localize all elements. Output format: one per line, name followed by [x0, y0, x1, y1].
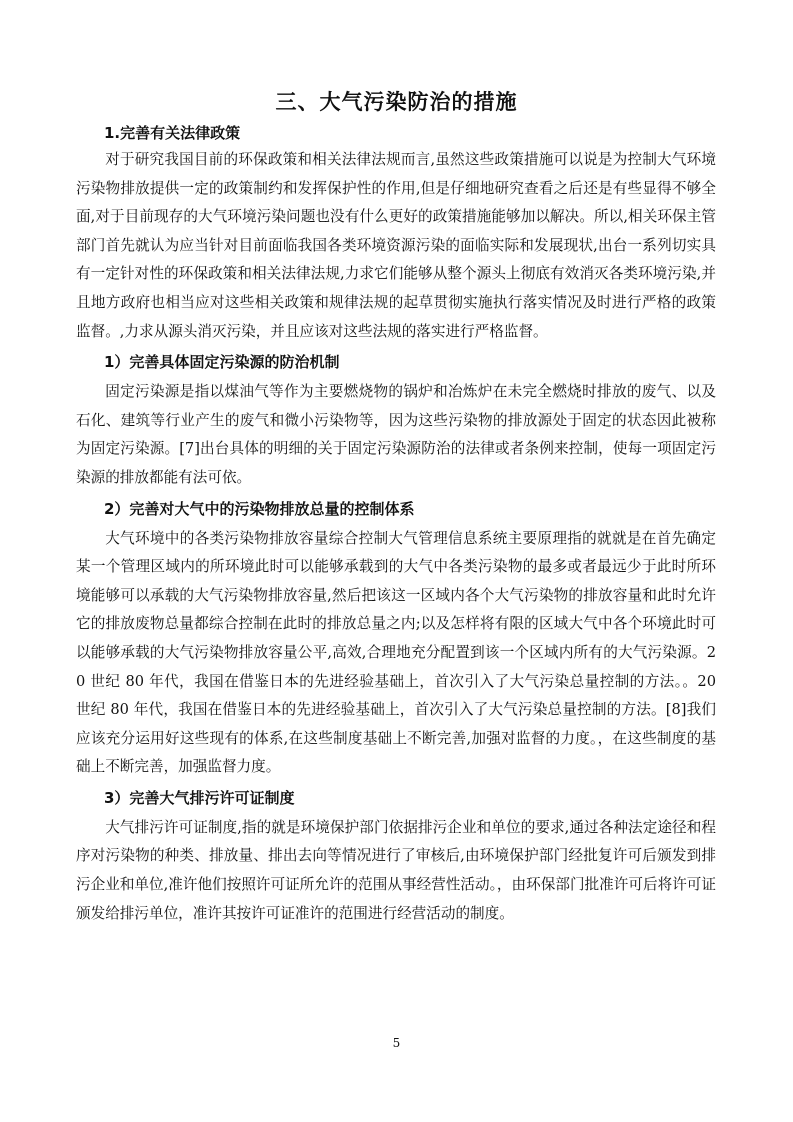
section-discharge-permit: [76, 785, 716, 928]
page-number: 5: [392, 1036, 401, 1050]
subsection-heading: 1）完善具体固定污染源的防治机制: [104, 353, 340, 372]
section-total-emission-control: [76, 496, 716, 782]
body-paragraph: 固定污染源是指以煤油气等作为主要燃烧物的锅炉和冶炼炉在未完全燃烧时排放的废气、以及石化、建筑等行业产生的废气和微小污染物等，因为这些污染物的排放源处于固定的状态因此被称为固定污染源。[7]出台具体的明细的关于固定污染源防治的法律或者条例来控制，使每一项固定污染源的排放都能有法可依。: [76, 383, 716, 486]
section-legal-policy: [76, 120, 716, 346]
page-title: 三、大气污染防治的措施: [275, 90, 518, 114]
body-paragraph: 对于研究我国目前的环保政策和相关法律法规而言,虽然这些政策措施可以说是为控制大气环境污染物排放提供一定的政策制约和发挥保护性的作用,但是仔细地研究查看之后还是有些显得不够全面,对于目前现存的大气环境污染问题也没有什么更好的政策措施能够加以解决。所以,相关环保主管部门首先就认为应当针对目前面临我国各类环境资源污染的面临实际和发展现状,出台一系列切实具有一定针对性的环保政策和相关法律法规,力求它们能够从整个源头上彻底有效消灭各类环境污染,并且地方政府也相当应对这些相关政策和规律法规的起草贯彻实施执行落实情况及时进行严格的政策监督。,力求从源头消灭污染，并且应该对这些法规的落实进行严格监督。: [76, 151, 716, 340]
section-heading: 1.完善有关法律政策: [104, 124, 241, 142]
subsection-heading: 2）完善对大气中的污染物排放总量的控制体系: [104, 499, 415, 518]
document-body: [76, 120, 716, 928]
body-paragraph: 大气环境中的各类污染物排放容量综合控制大气管理信息系统主要原理指的就就是在首先确定某一个管理区域内的所环境此时可以能够承载到的大气中各类污染物的最多或者最远少于此时所环境能够可以承载的大气污染物排放容量,然后把该这一区域内各个大气污染物的排放容量和此时允许它的排放废物总量都综合控制在此时的排放总量之内;以及怎样将有限的区域大气中各个环境此时可以能够承载的大气污染物排放容量公平,高效,合理地充分配置到该一个区域内所有的大气污染源。20 世纪 80 年代，我国在借鉴日本的先进经验基础上，首次引入了大气污染总量控制的方法。。20 世纪 80 年代，我国在借鉴日本的先进经验基础上，首次引入了大气污染总量控制的方法。[8]我们应该充分运用好这些现有的体系,在这些制度基础上不断完善,加强对监督的力度。，在这些制度的基础上不断完善，加强监督力度。: [76, 529, 716, 776]
subsection-heading: 3）完善大气排污许可证制度: [104, 788, 295, 807]
body-paragraph: 大气排污许可证制度,指的就是环境保护部门依据排污企业和单位的要求,通过各种法定途径和程序对污染物的种类、排放量、排出去向等情况进行了审核后,由环境保护部门经批复许可后颁发到排污企业和单位,准许他们按照许可证所允许的范围从事经营性活动。，由环保部门批准许可后将许可证颁发给排污单位，准许其按许可证准许的范围进行经营活动的制度。: [76, 818, 716, 922]
section-fixed-source: [76, 349, 716, 492]
